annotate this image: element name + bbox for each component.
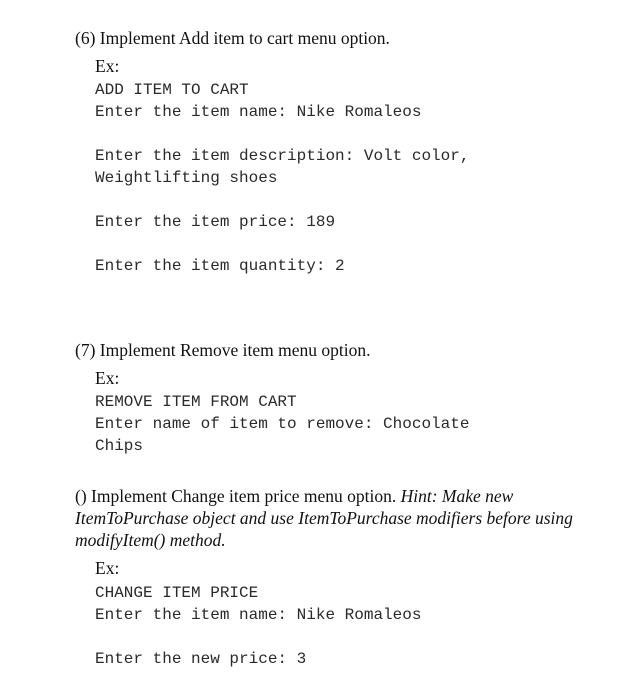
section-7-ex-label: Ex: <box>95 368 120 388</box>
section-6-code-line-6: Enter the item quantity: 2 <box>95 257 345 275</box>
section-8-code-line-2: Enter the item name: Nike Romaleos <box>95 606 422 624</box>
section-8-heading-main: () Implement Change item price menu option. <box>75 486 397 506</box>
section-8-code-line-3: Enter the new price: 3 <box>95 650 307 668</box>
section-8-code-line-1: CHANGE ITEM PRICE <box>95 584 259 602</box>
section-6-code-line-1: ADD ITEM TO CART <box>95 81 249 99</box>
section-7-code-line-3: Chips <box>95 437 144 455</box>
section-7-heading: (7) Implement Remove item menu option. <box>75 340 371 360</box>
section-6-heading: (6) Implement Add item to cart menu option. <box>75 28 390 48</box>
section-8-ex-label: Ex: <box>95 558 120 578</box>
section-6-ex-label: Ex: <box>95 56 120 76</box>
section-8-heading-hint: Hint: Make new ItemToPurchase object and use ItemToPurchase modifiers before using modifyItem() method. <box>75 486 573 550</box>
section-6-code-line-5: Enter the item price: 189 <box>95 213 336 231</box>
section-6-code-line-4: Weightlifting shoes <box>95 169 278 187</box>
section-8-heading <box>75 485 575 551</box>
section-7-code-line-1: REMOVE ITEM FROM CART <box>95 393 297 411</box>
section-7-code-line-2: Enter name of item to remove: Chocolate <box>95 415 470 433</box>
section-6-code-line-2: Enter the item name: Nike Romaleos <box>95 103 422 121</box>
section-6-code-line-3: Enter the item description: Volt color, <box>95 147 470 165</box>
